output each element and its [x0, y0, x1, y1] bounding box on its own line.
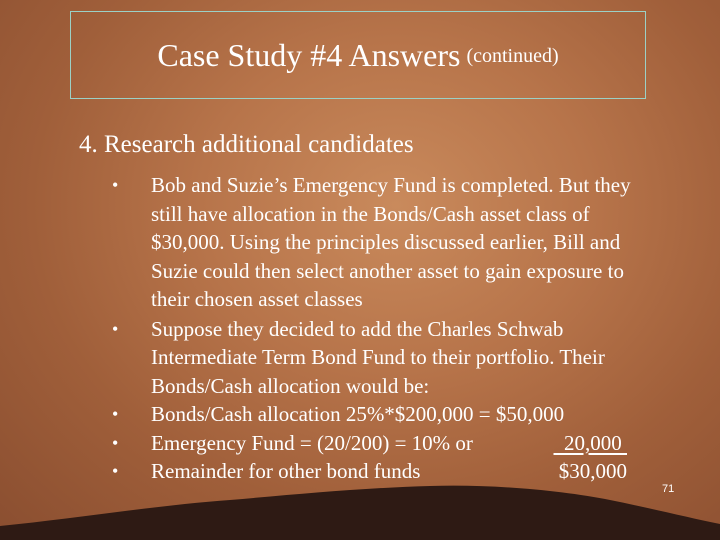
bullet-item: [112, 400, 632, 429]
bullet-item: [112, 315, 632, 401]
remainder-label: Remainder for other bond funds: [151, 459, 421, 483]
bullet-text: Bob and Suzie’s Emergency Fund is completed. But they still have allocation in the Bonds/Cash asset class of $30,000. Using the principles discussed earlier, Bill and Suzie could then select another asset to gain exposure to their chosen asset classes: [151, 173, 631, 311]
emergency-fund-label: Emergency Fund = (20/200) = 10% or: [151, 430, 473, 455]
bullet-icon: •: [112, 404, 119, 424]
bullet-text: Bonds/Cash allocation 25%*$200,000 = $50,000: [151, 402, 565, 426]
bullet-list: [112, 171, 632, 486]
slide-title-suffix: (continued): [466, 44, 559, 67]
bullet-text: Suppose they decided to add the Charles Schwab Intermediate Term Bond Fund to their portfolio. Their Bonds/Cash allocation would be:: [151, 316, 605, 398]
bullet-icon: •: [112, 318, 119, 339]
title-box: [70, 11, 646, 99]
bullet-item: [112, 457, 632, 486]
bullet-icon: •: [112, 432, 119, 453]
bullet-icon: •: [112, 175, 119, 195]
page-number: 71: [662, 483, 675, 495]
section-heading: 4. Research additional candidates: [79, 131, 414, 158]
bullet-item: [112, 171, 632, 314]
bullet-icon: •: [112, 461, 119, 481]
slide-title: Case Study #4 Answers: [157, 36, 461, 73]
emergency-fund-value: 20,000: [553, 430, 627, 455]
remainder-value: $30,000: [558, 459, 627, 483]
bullet-item: [112, 429, 632, 458]
